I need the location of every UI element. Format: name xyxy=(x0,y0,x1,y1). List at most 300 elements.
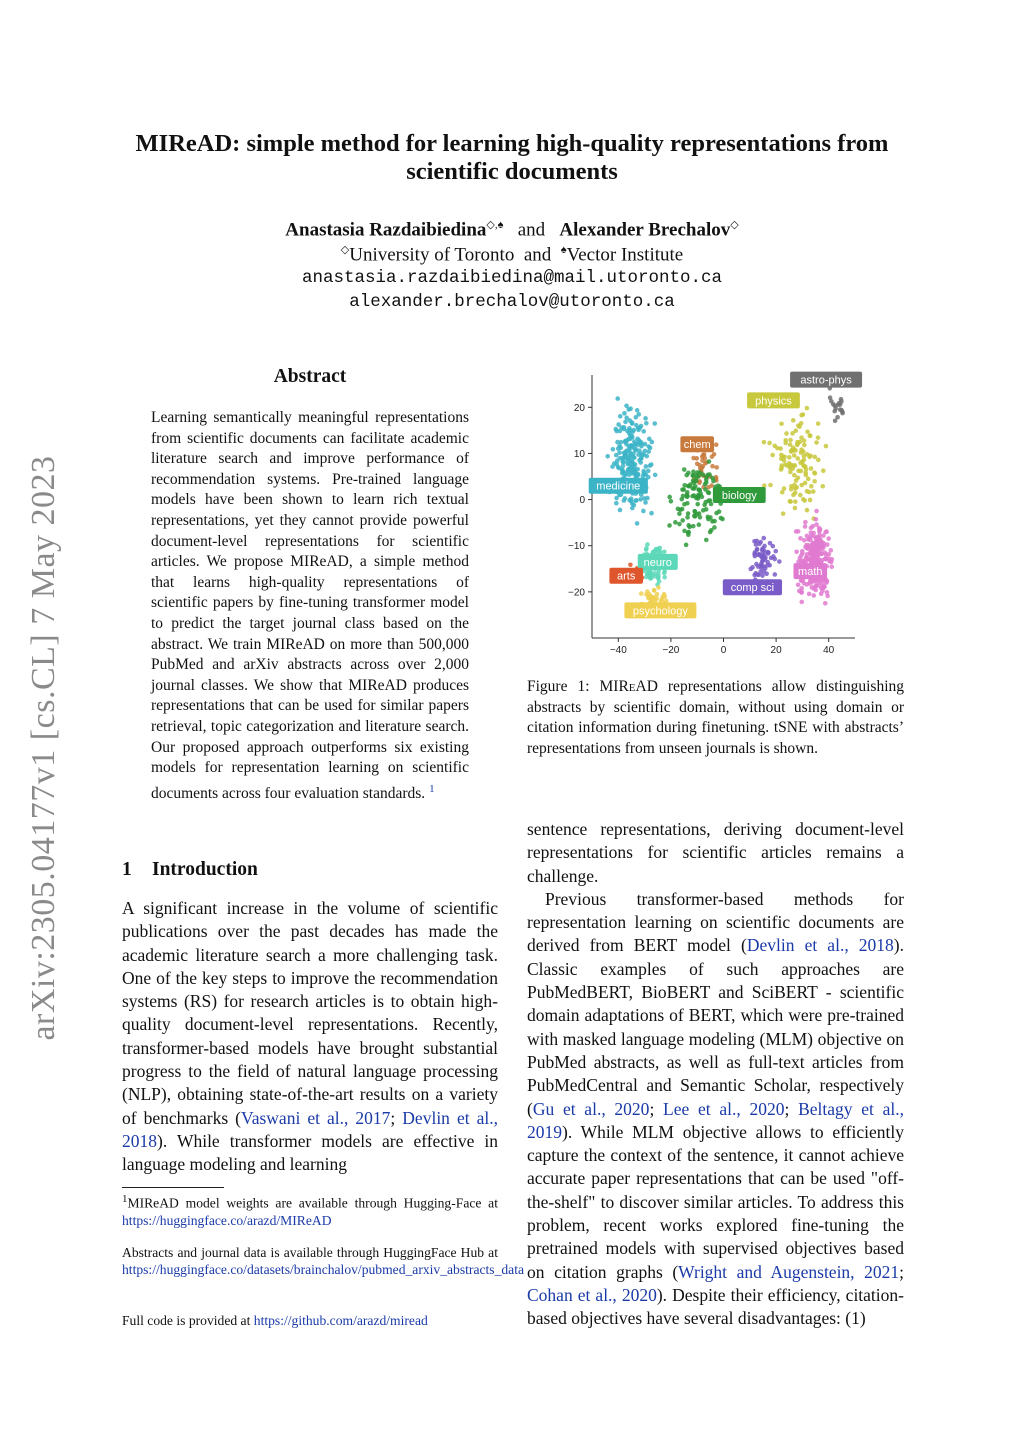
x-tick-label: 40 xyxy=(823,645,835,656)
scatter-point xyxy=(809,466,814,471)
scatter-point xyxy=(766,551,771,556)
scatter-point xyxy=(645,496,650,501)
scatter-point xyxy=(761,536,766,541)
scatter-point xyxy=(638,497,643,502)
scatter-point xyxy=(825,590,830,595)
scatter-point xyxy=(686,530,691,535)
tsne-scatter-plot xyxy=(545,360,875,660)
scatter-point xyxy=(816,421,821,426)
scatter-point xyxy=(758,540,763,545)
affiliation-conjunction: and xyxy=(523,244,552,266)
paper-title: MIReAD: simple method for learning high-quality representations from scientific documents xyxy=(135,130,889,185)
scatter-point xyxy=(773,572,778,577)
scatter-point xyxy=(633,469,638,474)
affiliation-mark: ◇ xyxy=(340,244,350,256)
scatter-point xyxy=(835,415,840,420)
scatter-point xyxy=(816,435,821,440)
scatter-point xyxy=(828,548,833,553)
scatter-point xyxy=(620,469,625,474)
scatter-point xyxy=(801,497,806,502)
author-email[interactable]: anastasia.razdaibiedina@mail.utoronto.ca xyxy=(301,268,723,288)
scatter-point xyxy=(748,567,753,572)
scatter-point xyxy=(837,401,842,406)
body-text: ). While transformer models are effective in language modeling and learning xyxy=(122,1130,498,1175)
x-tick-label: 20 xyxy=(770,645,782,656)
scatter-point xyxy=(658,546,663,551)
scatter-point xyxy=(805,489,810,494)
scatter-point xyxy=(690,494,695,499)
scatter-point xyxy=(791,493,796,498)
scatter-point xyxy=(802,443,807,448)
scatter-point xyxy=(704,507,709,512)
scatter-point xyxy=(647,437,652,442)
scatter-point xyxy=(789,484,794,489)
scatter-point xyxy=(695,461,700,466)
cluster-label: math xyxy=(798,566,823,579)
author-name: Anastasia Razdaibiedina xyxy=(285,219,487,241)
scatter-point xyxy=(686,471,691,476)
cluster-label: medicine xyxy=(596,480,641,493)
scatter-point xyxy=(816,458,821,463)
scatter-point xyxy=(788,470,793,475)
author-conjunction: and xyxy=(517,219,546,241)
scatter-point xyxy=(714,465,719,470)
author-affiliation-marks: ◇,♠ xyxy=(486,219,504,231)
citation-link[interactable]: Devlin et al., 2018 xyxy=(122,1107,498,1151)
scatter-point xyxy=(685,490,690,495)
author-line xyxy=(100,218,924,241)
x-tick-label: −40 xyxy=(609,645,627,656)
cluster-label: psychology xyxy=(632,605,688,618)
scatter-point xyxy=(697,511,702,516)
scatter-point xyxy=(823,601,828,606)
scatter-point xyxy=(641,429,646,434)
scatter-point xyxy=(695,502,700,507)
footnote-link[interactable]: https://github.com/arazd/miread xyxy=(253,1313,428,1328)
scatter-point xyxy=(653,473,658,478)
abstract-text: Learning semantically meaningful representations from scientific documents can facilitate academic literature search and improve performance of recommendation systems. Pre-trained language models have been shown to learn rich textual representations, yet they cannot provide powerful document-level representations for scientific articles. We propose MIReAD, a simple method that learns high-quality representations of scientific papers by fine-tuning transformer model to predict the target journal class based on the abstract. We train MIReAD on more than 500,000 PubMed and arXiv abstracts across over 2,000 journal classes. We show that MIReAD produces representations that can be used for similar papers retrieval, topic categorization and literature search. Our proposed approach outperforms six existing models for representation learning on scientific documents across four evaluation standards. xyxy=(151,409,469,802)
scatter-point xyxy=(794,529,799,534)
scatter-point xyxy=(618,446,623,451)
footnote-2 xyxy=(122,1244,525,1278)
body-paragraph xyxy=(527,888,904,1331)
scatter-point xyxy=(692,509,697,514)
scatter-point xyxy=(703,487,708,492)
scatter-point xyxy=(628,418,633,423)
scatter-point xyxy=(828,395,833,400)
scatter-point xyxy=(792,453,797,458)
citation-link[interactable]: Beltagy et al., 2019 xyxy=(527,1098,904,1142)
scatter-point xyxy=(769,556,774,561)
scatter-point xyxy=(803,520,808,525)
scatter-point xyxy=(667,495,672,500)
scatter-point xyxy=(646,444,651,449)
scatter-point xyxy=(813,471,818,476)
scatter-point xyxy=(788,499,793,504)
scatter-point xyxy=(667,523,672,528)
scatter-point xyxy=(781,511,786,516)
scatter-point xyxy=(826,536,831,541)
footnote-3 xyxy=(122,1312,498,1329)
footnote-mark: 1 xyxy=(122,1193,128,1205)
citation-link[interactable]: Lee et al., 2020 xyxy=(663,1098,785,1119)
section-number: 1 xyxy=(122,859,132,880)
scatter-point xyxy=(624,442,629,447)
scatter-point xyxy=(760,558,765,563)
scatter-point xyxy=(644,421,649,426)
section-title: Introduction xyxy=(152,859,258,880)
scatter-point xyxy=(807,545,812,550)
scatter-point xyxy=(685,494,690,499)
x-tick-label: −20 xyxy=(662,645,680,656)
scatter-point xyxy=(797,589,802,594)
affiliation-name: University of Toronto xyxy=(349,244,515,266)
scatter-point xyxy=(710,519,715,524)
scatter-point xyxy=(697,522,702,527)
scatter-point xyxy=(812,455,817,460)
citation-separator: ; xyxy=(649,1098,664,1119)
scatter-point xyxy=(806,477,811,482)
scatter-point xyxy=(649,462,654,467)
scatter-point xyxy=(820,588,825,593)
scatter-point xyxy=(622,411,627,416)
scatter-point xyxy=(645,589,650,594)
scatter-point xyxy=(618,508,623,513)
caption-method-name: MIReAD xyxy=(599,678,658,695)
scatter-point xyxy=(753,550,758,555)
scatter-point xyxy=(814,509,819,514)
caption-text: representations allow distinguishing abstracts by scientific domain, without using domain or citation information during finetuning. tSNE with abstracts’ representations from unseen journals is shown. xyxy=(527,678,904,757)
affiliation-line xyxy=(100,243,924,266)
scatter-point xyxy=(812,479,817,484)
scatter-point xyxy=(779,453,784,458)
scatter-point xyxy=(645,542,650,547)
body-text: A significant increase in the volume of scientific publications over the past decades has made the academic literature search a more challenging task. One of the key steps to improve the recommendation systems (RS) for research articles is to obtain high-quality document-level representations. Recently, transformer-based models have brought substantial progress to the field of natural language processing (NLP), obtaining state-of-the-art results on a variety of benchmarks ( xyxy=(122,898,498,1128)
footnote-link[interactable]: https://huggingface.co/datasets/brainchalov/pubmed_arxiv_abstracts_data xyxy=(122,1262,525,1277)
body-paragraph: sentence representations, deriving document-level representations for scientific articles remains a challenge. xyxy=(527,819,904,886)
scatter-point xyxy=(817,583,822,588)
scatter-point xyxy=(782,486,787,491)
citation-link[interactable]: Vaswani et al., 2017 xyxy=(241,1107,391,1128)
scatter-point xyxy=(760,573,765,578)
scatter-point xyxy=(622,498,627,503)
scatter-point xyxy=(635,408,640,413)
y-tick-label: 0 xyxy=(579,495,585,507)
scatter-point xyxy=(829,564,834,569)
scatter-point xyxy=(793,486,798,491)
scatter-point xyxy=(807,433,812,438)
scatter-point xyxy=(641,509,646,514)
abstract-heading: Abstract xyxy=(273,366,347,387)
scatter-point xyxy=(791,445,796,450)
scatter-point xyxy=(813,579,818,584)
tsne-figure xyxy=(545,360,875,660)
x-tick-label: 0 xyxy=(720,645,727,656)
scatter-point xyxy=(768,483,773,488)
footnote-1 xyxy=(122,1191,498,1229)
citation-link[interactable]: Wright and Augenstein, 2021 xyxy=(678,1261,900,1282)
citation-link[interactable]: Gu et al., 2020 xyxy=(532,1098,650,1119)
scatter-point xyxy=(637,448,642,453)
scatter-point xyxy=(840,411,845,416)
scatter-point xyxy=(686,523,691,528)
scatter-point xyxy=(680,487,685,492)
scatter-point xyxy=(643,500,648,505)
scatter-point xyxy=(707,491,712,496)
scatter-point xyxy=(643,442,648,447)
scatter-point xyxy=(795,440,800,445)
scatter-point xyxy=(762,548,767,553)
scatter-point xyxy=(628,428,633,433)
scatter-point xyxy=(754,539,759,544)
scatter-point xyxy=(710,464,715,469)
scatter-point xyxy=(798,493,803,498)
scatter-point xyxy=(808,498,813,503)
scatter-point xyxy=(714,442,719,447)
cluster-label: arts xyxy=(617,570,636,583)
scatter-point xyxy=(682,483,687,488)
scatter-point xyxy=(662,571,667,576)
scatter-point xyxy=(832,403,837,408)
scatter-point xyxy=(630,460,635,465)
scatter-point xyxy=(650,598,655,603)
scatter-point xyxy=(807,592,812,597)
abstract-body xyxy=(151,408,469,804)
footnote-text: Abstracts and journal data is available through HuggingFace Hub at xyxy=(122,1245,498,1260)
scatter-point xyxy=(707,459,712,464)
scatter-point xyxy=(791,463,796,468)
scatter-point xyxy=(682,502,687,507)
citation-separator: ; xyxy=(784,1098,799,1119)
scatter-point xyxy=(697,488,702,493)
scatter-point xyxy=(814,551,819,556)
scatter-point xyxy=(677,522,682,527)
footnote-text: Full code is provided at xyxy=(122,1313,254,1328)
scatter-point xyxy=(793,499,798,504)
scatter-point xyxy=(794,428,799,433)
scatter-point xyxy=(802,464,807,469)
scatter-point xyxy=(768,541,773,546)
scatter-point xyxy=(824,556,829,561)
scatter-point xyxy=(710,454,715,459)
scatter-point xyxy=(810,524,815,529)
scatter-point xyxy=(796,456,801,461)
scatter-point xyxy=(676,507,681,512)
scatter-point xyxy=(621,464,626,469)
scatter-point xyxy=(618,429,623,434)
citation-separator: ; xyxy=(390,1107,403,1128)
footnote-text: MIReAD model weights are available through Hugging-Face at xyxy=(127,1195,498,1211)
footnote-reference[interactable]: 1 xyxy=(429,782,435,795)
body-text: ). While MLM objective allows to efficiently capture the context of the sentence, it cannot achieve accurate paper representations that can be used "off-the-shelf" to discover similar articles. To address this problem, recent works explored fine-tuning the pretrained models with supervised objectives based on citation graphs ( xyxy=(527,1121,904,1282)
scatter-point xyxy=(688,482,693,487)
y-tick-label: −20 xyxy=(568,587,585,599)
scatter-point xyxy=(615,396,620,401)
scatter-point xyxy=(770,453,775,458)
body-text: Previous transformer-based methods for representation learning on scientific documents are derived from BERT model ( xyxy=(527,888,904,956)
scatter-point xyxy=(637,438,642,443)
cluster-label: astro-phys xyxy=(800,374,852,387)
citation-link[interactable]: Cohan et al., 2020 xyxy=(527,1284,657,1305)
scatter-point xyxy=(695,494,700,499)
scatter-point xyxy=(803,481,808,486)
scatter-point xyxy=(801,449,806,454)
scatter-point xyxy=(808,550,813,555)
scatter-point xyxy=(646,449,651,454)
scatter-point xyxy=(811,593,816,598)
scatter-point xyxy=(707,472,712,477)
scatter-point xyxy=(636,412,641,417)
scatter-point xyxy=(673,520,678,525)
y-tick-label: −10 xyxy=(568,541,585,553)
scatter-point xyxy=(650,550,655,555)
scatter-point xyxy=(630,434,635,439)
scatter-point xyxy=(789,449,794,454)
scatter-point xyxy=(717,509,722,514)
scatter-point xyxy=(644,575,649,580)
scatter-point xyxy=(644,546,649,551)
cluster-label: chem xyxy=(683,439,711,452)
scatter-point xyxy=(704,477,709,482)
scatter-point xyxy=(807,536,812,541)
scatter-point xyxy=(793,506,798,511)
scatter-point xyxy=(821,533,826,538)
scatter-point xyxy=(649,570,654,575)
scatter-point xyxy=(788,438,793,443)
scatter-point xyxy=(796,475,801,480)
scatter-point xyxy=(804,473,809,478)
scatter-point xyxy=(628,562,633,567)
scatter-point xyxy=(704,538,709,543)
scatter-point xyxy=(767,441,772,446)
scatter-point xyxy=(809,484,814,489)
scatter-point xyxy=(805,406,810,411)
scatter-point xyxy=(627,498,632,503)
author-email[interactable]: alexander.brechalov@utoronto.ca xyxy=(349,292,675,312)
scatter-point xyxy=(808,557,813,562)
scatter-point xyxy=(758,569,763,574)
scatter-point xyxy=(708,498,713,503)
scatter-point xyxy=(624,403,629,408)
scatter-point xyxy=(706,517,711,522)
scatter-point xyxy=(693,484,698,489)
cluster-label: biology xyxy=(721,489,757,502)
scatter-point xyxy=(779,421,784,426)
footnote-link[interactable]: https://huggingface.co/arazd/MIReAD xyxy=(122,1212,332,1228)
scatter-point xyxy=(791,418,796,423)
scatter-point xyxy=(680,518,685,523)
scatter-point xyxy=(644,454,649,459)
cluster-label: physics xyxy=(755,395,792,408)
scatter-point xyxy=(756,564,761,569)
scatter-point xyxy=(814,440,819,445)
scatter-point xyxy=(655,592,660,597)
scatter-point xyxy=(777,559,782,564)
scatter-point xyxy=(709,528,714,533)
scatter-point xyxy=(807,455,812,460)
scatter-point xyxy=(639,591,644,596)
scatter-point xyxy=(820,484,825,489)
scatter-point xyxy=(615,440,620,445)
scatter-point xyxy=(803,524,808,529)
scatter-point xyxy=(805,429,810,434)
scatter-point xyxy=(811,544,816,549)
scatter-point xyxy=(814,517,819,522)
scatter-point xyxy=(817,535,822,540)
scatter-point xyxy=(817,528,822,533)
scatter-point xyxy=(677,511,682,516)
scatter-point xyxy=(662,575,667,580)
section-heading xyxy=(122,859,258,881)
scatter-point xyxy=(783,462,788,467)
scatter-point xyxy=(637,458,642,463)
scatter-point xyxy=(698,470,703,475)
scatter-point xyxy=(643,464,648,469)
scatter-point xyxy=(611,447,616,452)
scatter-point xyxy=(614,501,619,506)
scatter-point xyxy=(623,420,628,425)
caption-label: Figure 1: xyxy=(527,678,600,695)
scatter-point xyxy=(719,516,724,521)
scatter-point xyxy=(628,406,633,411)
affiliation-name: Vector Institute xyxy=(566,244,684,266)
introduction-paragraph xyxy=(122,897,498,1177)
scatter-point xyxy=(805,508,810,513)
scatter-point xyxy=(775,446,780,451)
citation-separator: ; xyxy=(899,1261,904,1282)
scatter-point xyxy=(652,588,657,593)
scatter-point xyxy=(633,498,638,503)
scatter-point xyxy=(839,397,844,402)
scatter-point xyxy=(635,443,640,448)
body-text: ). Despite their efficiency, citation-based objectives have several disadvantages: (1) xyxy=(527,1284,904,1329)
scatter-point xyxy=(618,414,623,419)
scatter-point xyxy=(811,489,816,494)
scatter-point xyxy=(692,514,697,519)
author-name: Alexander Brechalov xyxy=(559,219,731,241)
scatter-point xyxy=(691,456,696,461)
y-tick-label: 20 xyxy=(573,402,585,414)
citation-link[interactable]: Devlin et al., 2018 xyxy=(746,935,894,956)
scatter-point xyxy=(690,473,695,478)
scatter-point xyxy=(811,534,816,539)
scatter-point xyxy=(669,499,674,504)
scatter-point xyxy=(625,460,630,465)
scatter-point xyxy=(796,582,801,587)
scatter-point xyxy=(630,444,635,449)
scatter-point xyxy=(649,511,654,516)
scatter-point xyxy=(614,462,619,467)
scatter-point xyxy=(762,440,767,445)
scatter-point xyxy=(783,438,788,443)
scatter-point xyxy=(784,431,789,436)
scatter-point xyxy=(798,460,803,465)
scatter-point xyxy=(605,454,610,459)
scatter-point xyxy=(652,574,657,579)
scatter-point xyxy=(623,452,628,457)
scatter-point xyxy=(617,450,622,455)
scatter-point xyxy=(652,421,657,426)
scatter-point xyxy=(796,423,801,428)
scatter-point xyxy=(700,495,705,500)
scatter-point xyxy=(643,416,648,421)
arxiv-identifier-stamp: arXiv:2305.04177v1 [cs.CL] 7 May 2023 xyxy=(25,455,62,1041)
scatter-point xyxy=(802,538,807,543)
scatter-point xyxy=(824,552,829,557)
scatter-point xyxy=(681,494,686,499)
scatter-point xyxy=(632,455,637,460)
scatter-point xyxy=(799,469,804,474)
